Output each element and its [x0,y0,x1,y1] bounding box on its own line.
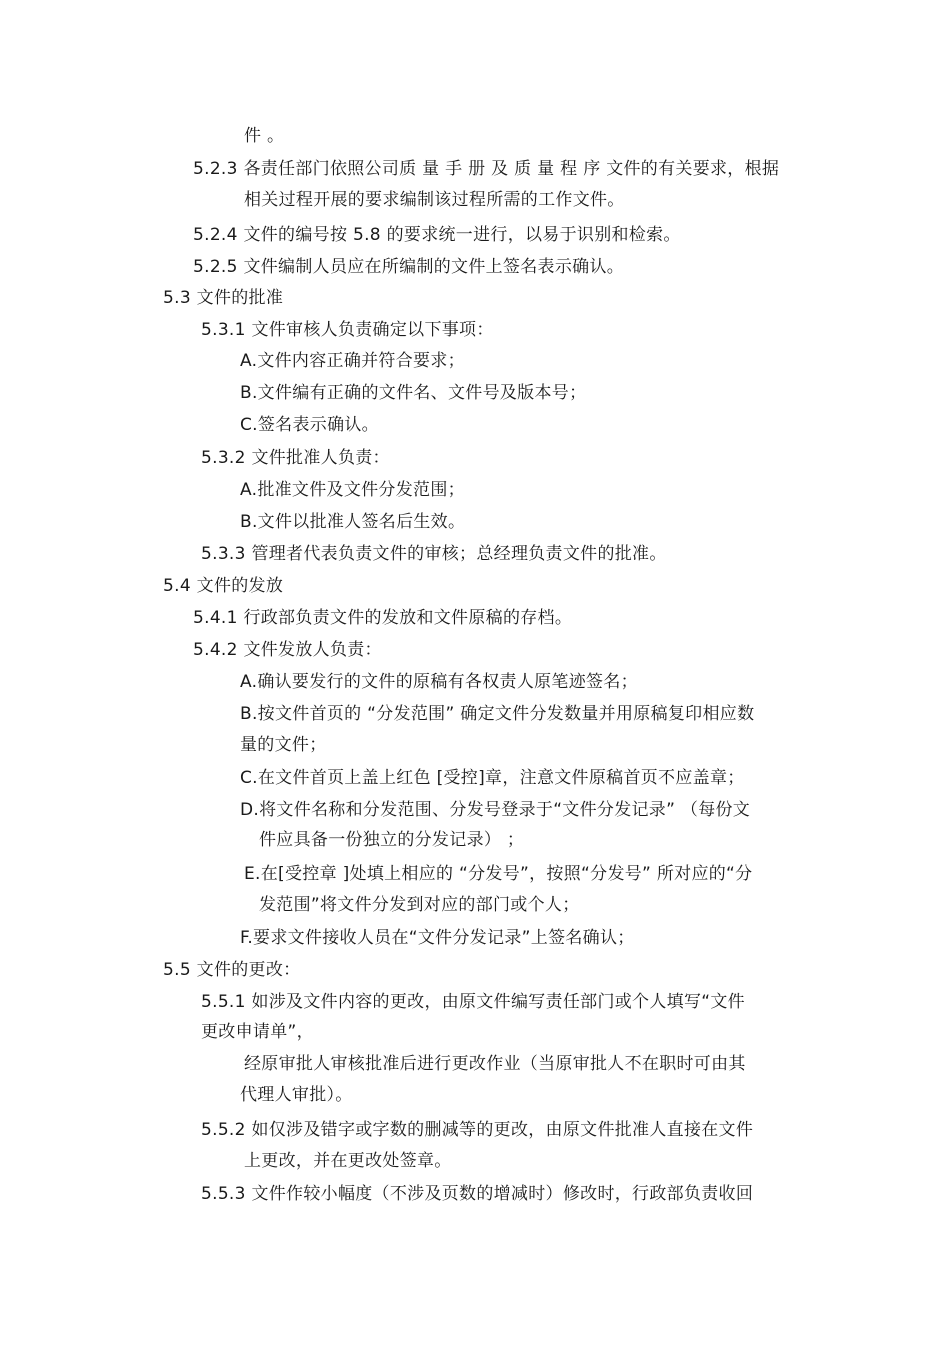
list-item: D.将文件名称和分发范围、分发号登录于“文件分发记录” （每份文 [240,800,751,820]
text-line: 相关过程开展的要求编制该过程所需的工作文件。 [244,190,625,210]
list-item: C.签名表示确认。 [240,415,379,435]
text-line: 5.5.2 如仅涉及错字或字数的删减等的更改，由原文件批准人直接在文件 [201,1120,754,1140]
list-item: B.文件以批准人签名后生效。 [240,512,466,532]
text-line: 上更改，并在更改处签章。 [244,1151,452,1171]
list-item: B.按文件首页的 “分发范围” 确定文件分发数量并用原稿复印相应数 [240,704,755,724]
text-line: 5.2.5 文件编制人员应在所编制的文件上签名表示确认。 [193,257,625,277]
list-item: B.文件编有正确的文件名、文件号及版本号； [240,383,587,403]
section-heading: 5.3 文件的批准 [163,288,284,308]
list-item: A.确认要发行的文件的原稿有各权责人原笔迹签名； [240,672,638,692]
list-item: A.文件内容正确并符合要求； [240,351,465,371]
text-line: 件 。 [244,126,285,146]
list-item: 件应具备一份独立的分发记录） ； [259,830,525,850]
list-item: F.要求文件接收人员在“文件分发记录”上签名确认； [240,928,635,948]
text-line: 5.5.1 如涉及文件内容的更改，由原文件编写责任部门或个人填写“文件 [201,992,745,1012]
list-item: A.批准文件及文件分发范围； [240,480,465,500]
text-line: 5.2.4 文件的编号按 5.8 的要求统一进行，以易于识别和检索。 [193,225,681,245]
text-line: 5.3.3 管理者代表负责文件的审核；总经理负责文件的批准。 [201,544,667,564]
text-line: 5.3.2 文件批准人负责： [201,448,390,468]
text-line: 更改申请单”， [201,1022,314,1042]
list-item: E.在[受控章 ]处填上相应的 “分发号”，按照“分发号” 所对应的“分 [244,864,753,884]
section-heading: 5.5 文件的更改： [163,960,301,980]
list-item: 发范围”将文件分发到对应的部门或个人； [259,895,580,915]
section-heading: 5.4 文件的发放 [163,576,284,596]
text-line: 代理人审批）。 [240,1085,353,1105]
text-line: 经原审批人审核批准后进行更改作业（当原审批人不在职时可由其 [244,1054,746,1074]
list-item: C.在文件首页上盖上红色 [受控]章，注意文件原稿首页不应盖章； [240,768,745,788]
text-line: 5.4.1 行政部负责文件的发放和文件原稿的存档。 [193,608,573,628]
text-line: 5.3.1 文件审核人负责确定以下事项： [201,320,494,340]
list-item: 量的文件； [240,735,327,755]
text-line: 5.4.2 文件发放人负责： [193,640,382,660]
text-line: 5.2.3 各责任部门依照公司质 量 手 册 及 质 量 程 序 文件的有关要求，根据 [193,159,780,179]
text-line: 5.5.3 文件作较小幅度（不涉及页数的增减时）修改时，行政部负责收回 [201,1184,754,1204]
